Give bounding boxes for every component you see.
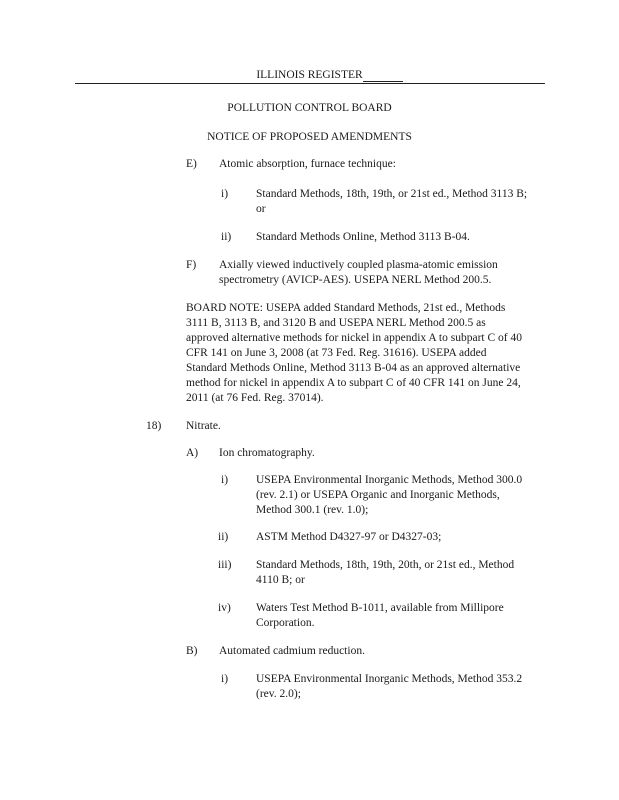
item-e-text: Atomic absorption, furnace technique: — [219, 158, 396, 170]
item-18a-iii-line2: 4110 B; or — [256, 574, 305, 586]
agency-title: POLLUTION CONTROL BOARD — [227, 102, 392, 114]
board-note-line: approved alternative methods for nickel in appendix A to subpart C of 40 — [186, 332, 522, 344]
board-note-line: Standard Methods Online, Method 3113 B-04 as an approved alternative — [186, 362, 521, 374]
item-e-ii-label: ii) — [221, 231, 232, 243]
board-note-line: BOARD NOTE: USEPA added Standard Methods, 21st ed., Methods — [186, 302, 506, 314]
board-note-line: 3111 B, 3113 B, and 3120 B and USEPA NERL Method 200.5 as — [186, 317, 486, 329]
item-18a-text: Ion chromatography. — [219, 447, 315, 459]
item-f-line2: spectrometry (AVICP-AES). USEPA NERL Method 200.5. — [219, 274, 492, 286]
item-18a-iv-label: iv) — [218, 602, 231, 614]
item-e-i-label: i) — [221, 188, 229, 200]
item-18a-i-label: i) — [221, 474, 229, 486]
item-e-ii-line1: Standard Methods Online, Method 3113 B-04. — [256, 231, 470, 243]
item-18a-i-line2: (rev. 2.1) or USEPA Organic and Inorganic Methods, — [256, 489, 500, 501]
item-f-label: F) — [186, 259, 197, 271]
item-18a-iv-line1: Waters Test Method B-1011, available from Millipore — [256, 602, 504, 614]
item-18-label: 18) — [146, 420, 162, 432]
item-18a-i-line3: Method 300.1 (rev. 1.0); — [256, 504, 369, 516]
item-18a-ii-label: ii) — [218, 531, 229, 543]
item-18a-iii-line1: Standard Methods, 18th, 19th, 20th, or 21st ed., Method — [256, 559, 515, 571]
item-18a-iii-label: iii) — [218, 559, 232, 571]
item-18b-label: B) — [186, 645, 198, 657]
notice-title: NOTICE OF PROPOSED AMENDMENTS — [207, 131, 412, 143]
item-18b-text: Automated cadmium reduction. — [219, 645, 365, 657]
item-18a-iv-line2: Corporation. — [256, 617, 315, 629]
board-note-line: 2011 (at 76 Fed. Reg. 37014). — [186, 392, 324, 404]
header-rule — [75, 83, 545, 84]
item-18a-i-line1: USEPA Environmental Inorganic Methods, Method 300.0 — [256, 474, 523, 486]
item-18a-ii-line1: ASTM Method D4327-97 or D4327-03; — [256, 531, 442, 543]
board-note-line: CFR 141 on June 3, 2008 (at 73 Fed. Reg. 31616). USEPA added — [186, 347, 487, 359]
item-e-i-line2: or — [256, 203, 266, 215]
item-18a-label: A) — [186, 447, 199, 459]
item-e-i-line1: Standard Methods, 18th, 19th, or 21st ed., Method 3113 B; — [256, 188, 528, 200]
item-f-line1: Axially viewed inductively coupled plasma-atomic emission — [219, 259, 498, 271]
board-note-line: method for nickel in appendix A to subpart C of 40 CFR 141 on June 24, — [186, 377, 521, 389]
item-18-text: Nitrate. — [186, 420, 221, 432]
item-18b-i-line2: (rev. 2.0); — [256, 688, 301, 700]
register-title: ILLINOIS REGISTER — [256, 69, 363, 81]
item-18b-i-label: i) — [221, 673, 229, 685]
item-e-label: E) — [186, 158, 197, 170]
header-rule-accent — [363, 81, 403, 82]
item-18b-i-line1: USEPA Environmental Inorganic Methods, Method 353.2 — [256, 673, 523, 685]
